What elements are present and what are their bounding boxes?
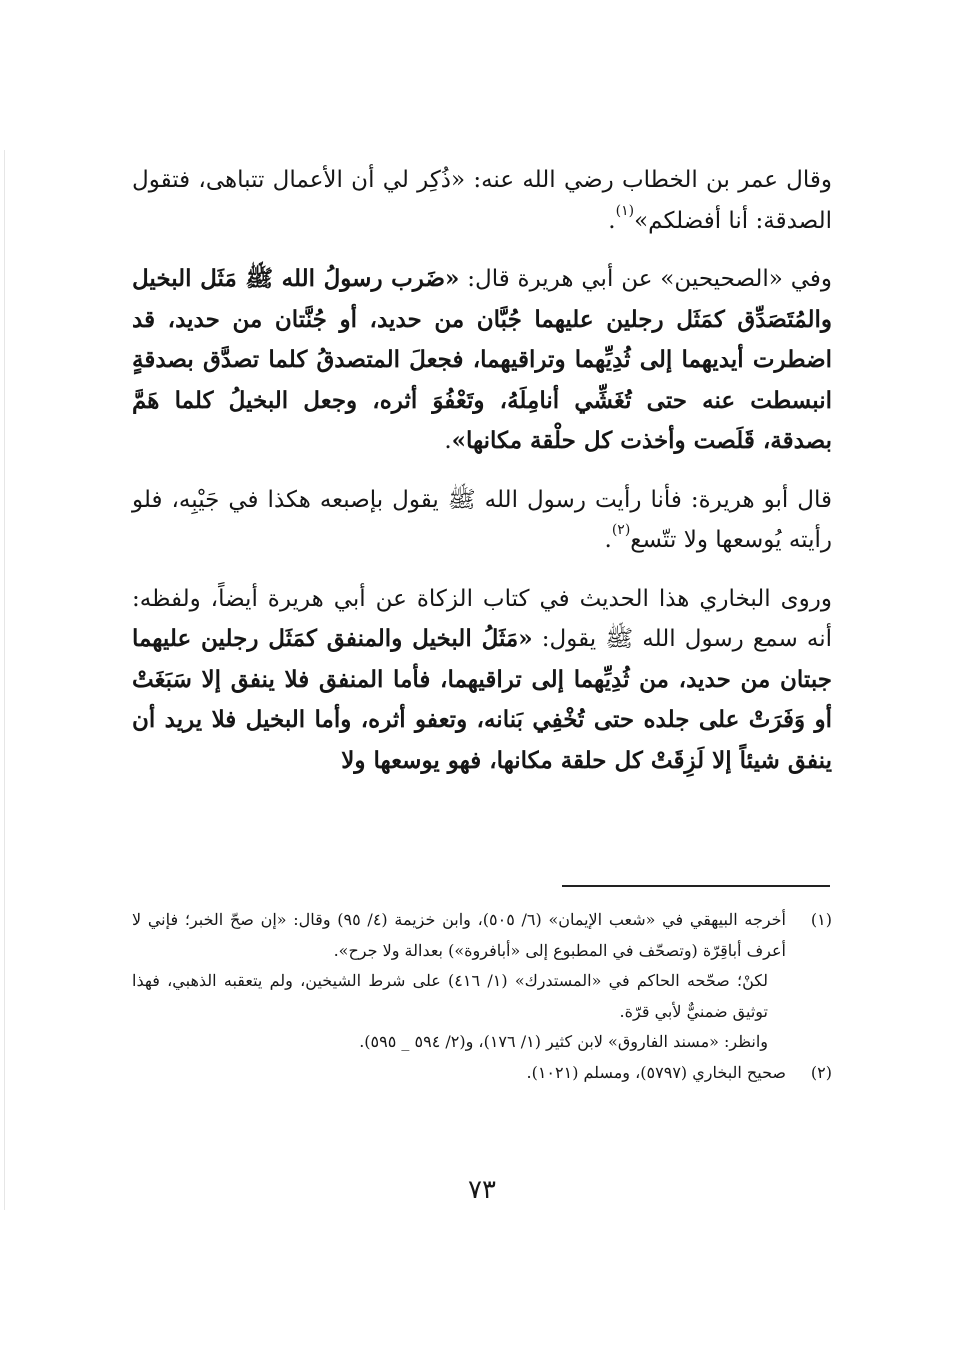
paragraph-3-tail: . (604, 527, 612, 553)
paragraph-2-lead: وفي «الصحيحين» عن أبي هريرة قال: (459, 266, 833, 292)
footnotes (132, 905, 832, 1088)
footnote-1-line: أخرجه البيهقي في «شعب الإيمان» (٦/ ٥٠٥)، وابن خزيمة (٤/ ٩٥) وقال: «إن صحّ الخبر؛ فإني لا أعرف أباقِرّة (وتصحّف في المطبوع إلى «أبافروة») بعدالة ولا جرح». (132, 910, 786, 960)
paragraph-4-quote: «مَثَلُ البخيل والمنفق كمَثَل رجلين عليهما جبتان من حديد، من ثُدِيِّهما إلى تراقيهما، فأما المنفق فلا ينفق إلا سَبَغَتْ أو وَفَرَتْ على جلده حتى تُخْفِي بَنانه، وتعفو أثره، وأما البخيل فلا يريد أن ينفق شيئاً إلا لَزِقَتْ كل حلقة مكانها، فهو يوسعها ولا (132, 625, 832, 774)
paragraph-1-text: وقال عمر بن الخطاب رضي الله عنه: «ذُكِر لي أن الأعمال تتباهى، فتقول الصدقة: أنا أفضلكم» (132, 167, 832, 234)
footnote-2-line: صحيح البخاري (٥٧٩٧)، ومسلم (١٠٢١). (526, 1062, 786, 1082)
paragraph-1-tail: . (608, 207, 616, 234)
paragraph-2-quote: «ضَرب رسولُ الله ﷺ مَثَل البخيل والمُتَصَدِّق كمَثَل رجلين عليهما جُبَّان من حديد، أو جُنَّتان من حديد، قد اضطرت أيديهما إلى ثُدِيِّهما وتراقيهما، فجعلَ المتصدقُ كلما تصدَّق بصدقةٍ انبسطت عنه حتى تُغَشِّي أنامِلَهُ، وتَعْفُوَ أثره، وجعل البخيلُ كلما هَمَّ بصدقة، قَلَصت وأخذت كل حلْقة مكانها» (132, 265, 832, 454)
footnote-1-extra-2: وانظر: «مسند الفاروق» لابن كثير (١/ ١٧٦)، و(٢/ ٥٩٤ _ ٥٩٥). (359, 1032, 768, 1051)
paragraph-1 (132, 160, 832, 241)
paragraph-2 (132, 259, 832, 462)
paragraph-4 (132, 579, 832, 782)
footnote-1-extra-1: لكنْ؛ صحّحه الحاكم في «المستدرك» (١/ ٤١٦) على شرط الشيخين، ولم يتعقبه الذهبي، فهذا توثيق ضمنيٌّ لأبي قرّة. (132, 971, 768, 1021)
paragraph-3-text: قال أبو هريرة: فأنا رأيت رسول الله ﷺ يقول بإصبعه هكذا في جَيْبِه، فلو رأيته يُوسعها ولا تتّسع (132, 486, 832, 553)
footnote-ref-2[interactable]: (٢) (611, 522, 631, 539)
paragraph-3 (132, 480, 832, 561)
paragraph-4-lead: وروى البخاري هذا الحديث في كتاب الزكاة عن أبي هريرة أيضاً، ولفظه: أنه سمع رسول الله ﷺ يقول: (132, 585, 832, 652)
paragraph-2-tail: . (444, 428, 452, 454)
main-text (132, 160, 832, 799)
footnote-1-body (132, 905, 786, 1058)
footnote-2-body (132, 1058, 786, 1089)
page-number: ٧٣ (468, 1175, 496, 1205)
footnote-ref-1[interactable]: (١) (615, 202, 635, 219)
footnote-1-number: (١) (810, 910, 832, 929)
footnote-separator (562, 885, 830, 887)
footnote-2 (132, 1058, 832, 1089)
footnote-1 (132, 905, 832, 1058)
footnote-2-number: (٢) (810, 1062, 832, 1082)
page-edge-shadow (4, 150, 5, 1210)
